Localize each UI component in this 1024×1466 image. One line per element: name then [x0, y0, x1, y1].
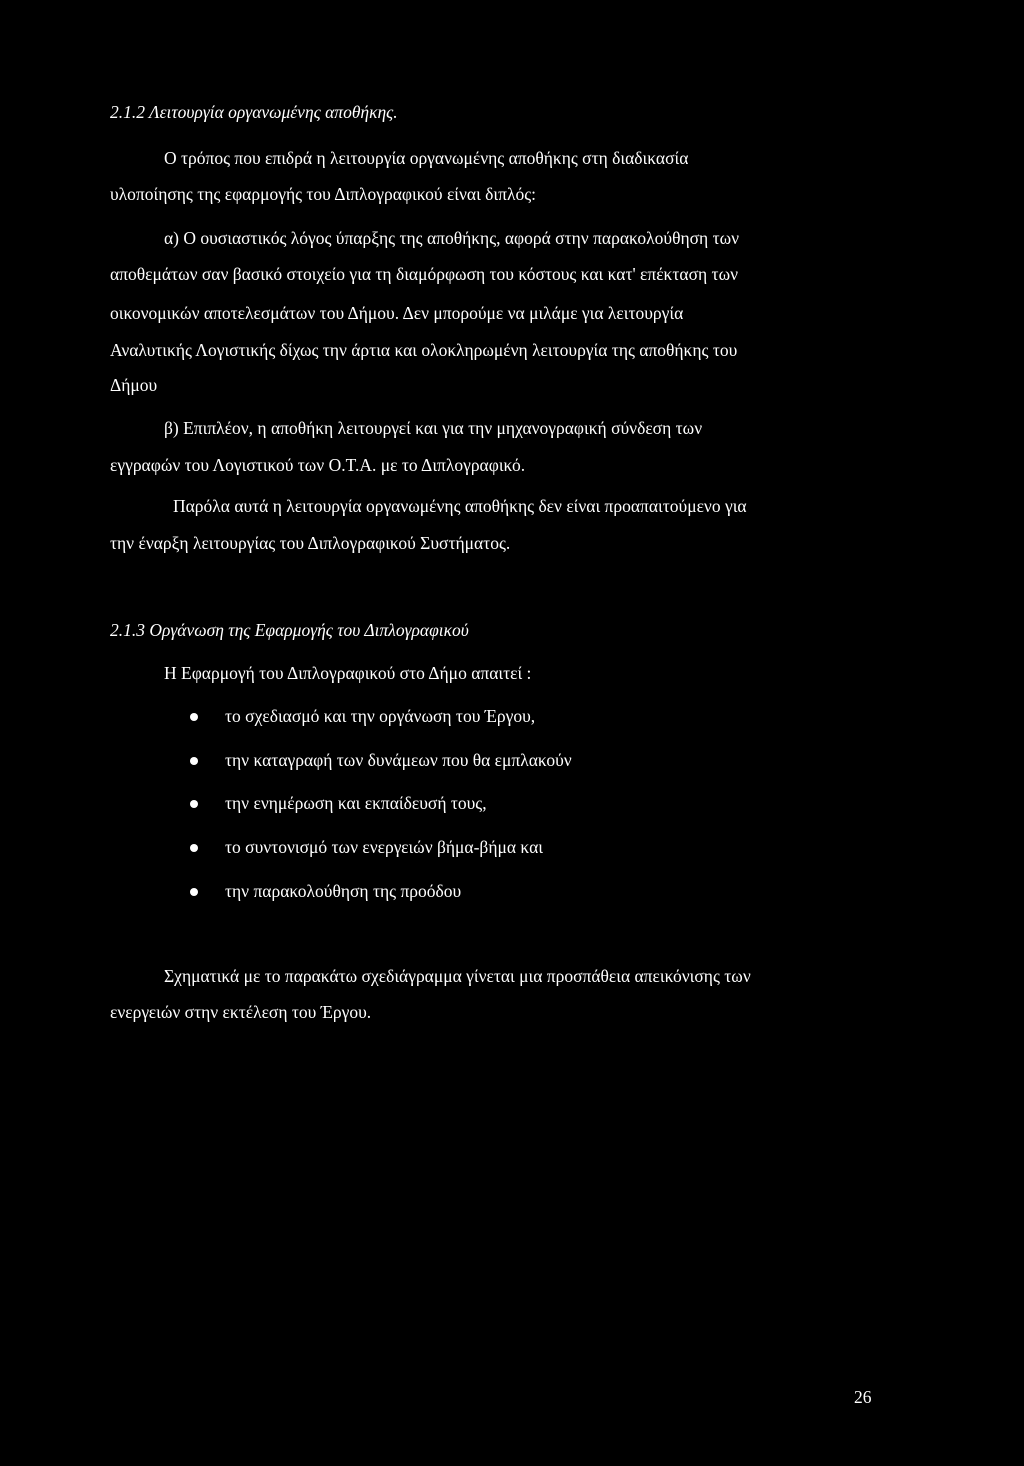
- bullet-item: [190, 793, 487, 814]
- paragraph-line: την έναρξη λειτουργίας του Διπλογραφικού Συστήματος.: [110, 533, 511, 553]
- bullet-text: το σχεδιασμό και την οργάνωση του Έργου,: [225, 706, 536, 726]
- paragraph-line: υλοποίησης της εφαρμογής του Διπλογραφικού είναι διπλός:: [110, 184, 536, 204]
- bullet-icon: [190, 800, 198, 808]
- bullet-icon: [190, 757, 198, 765]
- paragraph-line: Δήμου: [110, 375, 158, 395]
- section-intro: Η Εφαρμογή του Διπλογραφικού στο Δήμο απαιτεί :: [164, 663, 532, 683]
- paragraph-line: οικονομικών αποτελεσμάτων του Δήμου. Δεν μπορούμε να μιλάμε για λειτουργία: [110, 303, 684, 323]
- section-heading-2-1-2: 2.1.2 Λειτουργία οργανωμένης αποθήκης.: [110, 102, 398, 122]
- bullet-icon: [190, 713, 198, 721]
- paragraph-line: β) Επιπλέον, η αποθήκη λειτουργεί και για την μηχανογραφική σύνδεση των: [164, 418, 703, 438]
- paragraph-line: ενεργειών στην εκτέλεση του Έργου.: [110, 1002, 372, 1022]
- paragraph-line: αποθεμάτων σαν βασικό στοιχείο για τη διαμόρφωση του κόστους και κατ' επέκταση των: [110, 264, 739, 284]
- bullet-icon: [190, 888, 198, 896]
- bullet-text: την παρακολούθηση της προόδου: [225, 881, 462, 901]
- paragraph-line: Ο τρόπος που επιδρά η λειτουργία οργανωμένης αποθήκης στη διαδικασία: [164, 148, 689, 168]
- paragraph-line: α) Ο ουσιαστικός λόγος ύπαρξης της αποθήκης, αφορά στην παρακολούθηση των: [164, 228, 740, 248]
- paragraph-line: εγγραφών του Λογιστικού των Ο.Τ.Α. με το Διπλογραφικό.: [110, 455, 526, 475]
- section-heading-2-1-3: 2.1.3 Οργάνωση της Εφαρμογής του Διπλογραφικού: [110, 620, 469, 640]
- paragraph-line: Παρόλα αυτά η λειτουργία οργανωμένης αποθήκης δεν είναι προαπαιτούμενο για: [173, 496, 747, 516]
- bullet-item: [190, 750, 572, 771]
- bullet-text: την καταγραφή των δυνάμεων που θα εμπλακούν: [225, 750, 572, 770]
- bullet-item: [190, 837, 543, 858]
- bullet-item: [190, 706, 535, 727]
- bullet-item: [190, 881, 461, 902]
- bullet-icon: [190, 844, 198, 852]
- bullet-text: την ενημέρωση και εκπαίδευσή τους,: [225, 793, 487, 813]
- paragraph-line: Σχηματικά με το παρακάτω σχεδιάγραμμα γίνεται μια προσπάθεια απεικόνισης των: [164, 966, 751, 986]
- page-number: 26: [854, 1387, 872, 1407]
- bullet-text: το συντονισμό των ενεργειών βήμα-βήμα και: [225, 837, 543, 857]
- paragraph-line: Αναλυτικής Λογιστικής δίχως την άρτια και ολοκληρωμένη λειτουργία της αποθήκης του: [110, 340, 738, 360]
